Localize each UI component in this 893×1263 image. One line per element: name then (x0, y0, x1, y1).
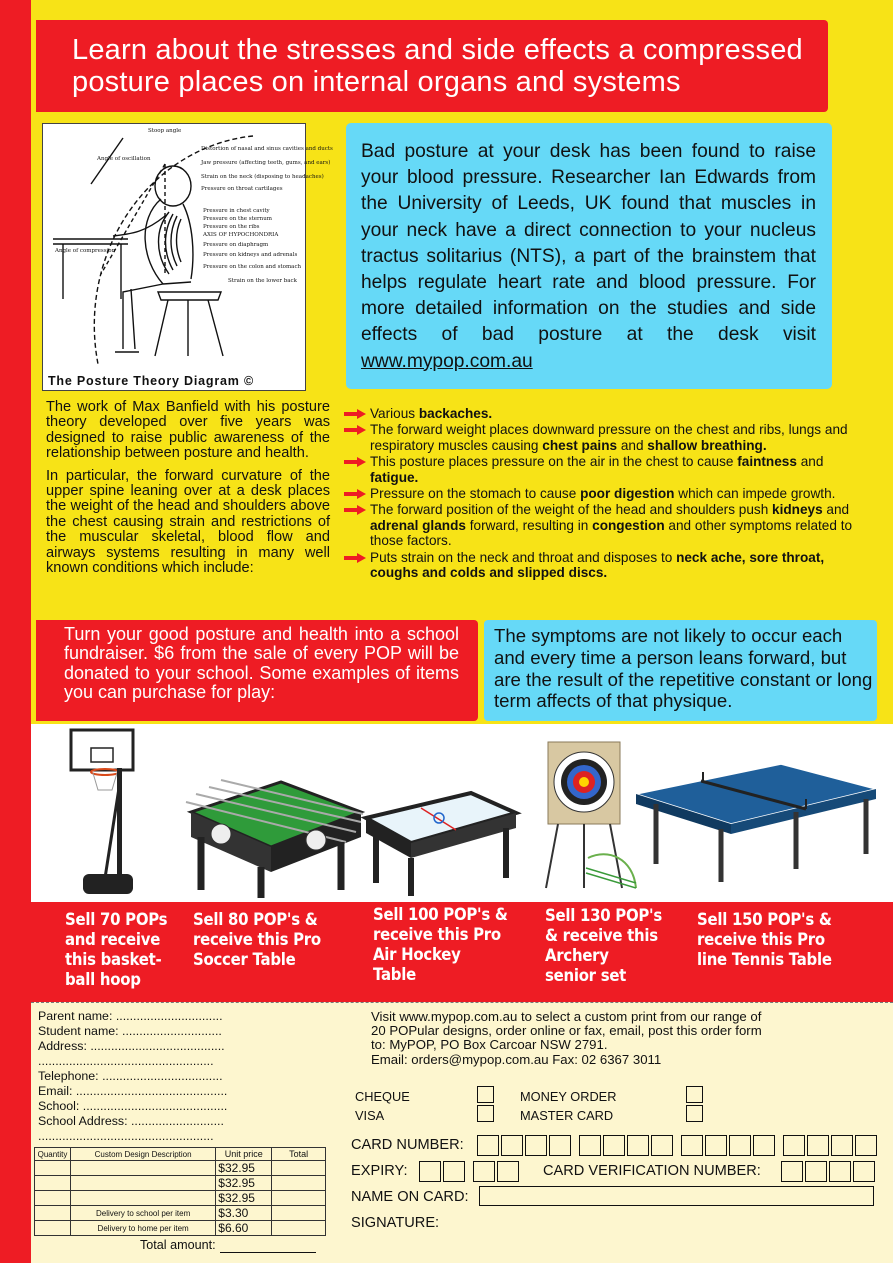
label-9: Pressure on diaphragm (203, 242, 269, 248)
bullet-bold: kidneys (772, 502, 823, 518)
card-number-label: CARD NUMBER: (351, 1137, 464, 1153)
bullet-bold: faintness (737, 454, 797, 470)
basketball-hoop-image (65, 728, 145, 898)
name-on-card-field[interactable] (479, 1186, 874, 1206)
order-table (34, 1147, 326, 1236)
bullet-bold: congestion (592, 517, 665, 533)
reward-air-hockey-table (373, 905, 508, 985)
red-arrow-icon (344, 553, 366, 563)
reward-line: Air Hockey (373, 945, 461, 964)
bullet-text: Puts strain on the neck and throat and disposes to (370, 549, 677, 565)
blood-pressure-text (361, 139, 816, 375)
digit-box[interactable] (419, 1161, 441, 1182)
digit-box[interactable] (805, 1161, 827, 1182)
table-tennis-table-image (631, 754, 881, 884)
label-8: AXIS OF HYPOCHONDRIA (203, 232, 279, 238)
list-item (344, 486, 856, 501)
reward-line: Sell 100 POP's & (373, 905, 508, 924)
table-header-row (35, 1148, 326, 1161)
label-10: Pressure on kidneys and adrenals (203, 252, 298, 258)
label-6: Pressure on the sternum (203, 216, 272, 222)
parent-name-field[interactable]: Parent name: ............................... (38, 1009, 223, 1023)
card-number-field[interactable] (477, 1135, 879, 1156)
digit-box[interactable] (829, 1161, 851, 1182)
conditions-list (344, 406, 856, 581)
column-header: Custom Design Description (70, 1148, 215, 1161)
reward-line: receive this Pro (193, 930, 321, 949)
unit-price: $3.30 (216, 1206, 272, 1221)
diagram-caption: The Posture Theory Diagram © (48, 374, 254, 388)
instructions-line: 20 POPular designs, order online or fax, email, post this order form (371, 1023, 762, 1039)
bullet-bold: neck ache, sore throat, coughs and colds and slipped discs. (370, 549, 825, 581)
table-row[interactable] (35, 1176, 326, 1191)
digit-box[interactable] (753, 1135, 775, 1156)
air-hockey-table-image (361, 788, 521, 898)
reward-line: Sell 130 POP's (545, 906, 662, 925)
total-amount (140, 1238, 316, 1253)
digit-box[interactable] (443, 1161, 465, 1182)
digit-box[interactable] (501, 1135, 523, 1156)
red-arrow-icon (344, 425, 366, 435)
digit-box[interactable] (853, 1161, 875, 1182)
reward-archery-set (545, 906, 662, 986)
address-field[interactable]: Address: ....................................... (38, 1039, 225, 1053)
list-item (344, 454, 856, 485)
digit-box[interactable] (831, 1135, 853, 1156)
card-verification-field[interactable] (781, 1161, 877, 1182)
name-on-card-label: NAME ON CARD: (351, 1189, 469, 1205)
label-11: Pressure on the colon and stomach (203, 264, 302, 270)
unit-price: $32.95 (216, 1176, 272, 1191)
expiry-label: EXPIRY: (351, 1163, 408, 1179)
label-1: Distortion of nasal and sinus cavities and ducts (201, 146, 333, 152)
header-title-line2: posture places on internal organs and systems (72, 66, 681, 98)
reward-line: Table (373, 965, 416, 984)
list-item (344, 502, 856, 548)
bullet-bold: chest pains (542, 437, 618, 453)
total-amount-label: Total amount: (140, 1238, 216, 1252)
school-address-field-line2[interactable]: ................................................... (38, 1129, 214, 1143)
list-item (344, 550, 856, 581)
digit-box[interactable] (603, 1135, 625, 1156)
reward-line: line Tennis Table (697, 950, 832, 969)
bullet-text: and (796, 454, 824, 470)
email-field[interactable]: Email: ............................................ (38, 1084, 228, 1098)
bullet-text: and other symptoms related to those factors. (370, 517, 853, 549)
bullet-bold: fatigue. (370, 469, 419, 485)
left-red-strip (0, 0, 31, 1263)
table-row[interactable] (35, 1221, 326, 1236)
bullet-text: Pressure on the stomach to cause (370, 486, 581, 502)
school-address-field[interactable]: School Address: ........................... (38, 1114, 224, 1128)
label-2: Jaw pressure (affecting teeth, gums, and ears) (201, 160, 331, 166)
symptoms-text: The symptoms are not likely to occur each and every time a person leans forward, but are the result of the repetitive constant or long term affects of that physique. (494, 625, 873, 712)
instructions-line: Email: orders@mypop.com.au Fax: 02 6367 3011 (371, 1051, 662, 1067)
visa-checkbox[interactable] (477, 1105, 494, 1122)
visa-label: VISA (355, 1108, 385, 1123)
reward-line: receive this Pro (373, 925, 501, 944)
bullet-text: Various (370, 406, 419, 421)
digit-box[interactable] (729, 1135, 751, 1156)
unit-price: $32.95 (216, 1161, 272, 1176)
red-arrow-icon (344, 505, 366, 515)
digit-box[interactable] (705, 1135, 727, 1156)
reward-soccer-table (193, 910, 321, 970)
row-description (70, 1176, 215, 1191)
unit-price: $6.60 (216, 1221, 272, 1236)
bullet-text: forward, resulting in (465, 517, 593, 533)
digit-box[interactable] (681, 1135, 703, 1156)
digit-box[interactable] (549, 1135, 571, 1156)
reward-line: Sell 150 POP's & (697, 910, 832, 929)
signature-label: SIGNATURE: (351, 1215, 440, 1231)
student-name-field[interactable]: Student name: ............................. (38, 1024, 222, 1038)
fundraiser-text: Turn your good posture and health into a school fundraiser. $6 from the sale of every POP will be donated to your school. Some examples of items you can purchase for play: (64, 624, 459, 703)
label-3: Strain on the neck (disposing to headaches) (201, 174, 324, 180)
digit-box[interactable] (651, 1135, 673, 1156)
products-band (31, 724, 893, 902)
bullet-bold: shallow breathing. (647, 437, 767, 453)
column-header: Unit price (216, 1148, 272, 1161)
reward-line: & receive this (545, 926, 658, 945)
master-card-checkbox[interactable] (686, 1105, 703, 1122)
row-description: Delivery to home per item (70, 1221, 215, 1236)
rewards-band (31, 902, 893, 1002)
ordering-instructions (371, 1010, 831, 1067)
reward-line: Archery (545, 946, 609, 965)
reward-line: senior set (545, 966, 627, 985)
reward-line: and receive (65, 930, 161, 949)
posture-diagram (42, 123, 333, 391)
archery-set-image (538, 738, 638, 900)
digit-box[interactable] (855, 1135, 877, 1156)
label-stoop: Stoop angle (148, 128, 182, 134)
unit-price: $32.95 (216, 1191, 272, 1206)
label-oscillation: Angle of oscillation (97, 156, 151, 162)
expiry-field[interactable] (419, 1161, 521, 1182)
red-arrow-icon (344, 489, 366, 499)
table-row[interactable] (35, 1191, 326, 1206)
table-row[interactable] (35, 1206, 326, 1221)
digit-box[interactable] (783, 1135, 805, 1156)
mypop-link[interactable]: www.mypop.com.au (361, 350, 533, 372)
red-arrow-icon (344, 409, 366, 419)
soccer-table-image (181, 772, 366, 902)
posture-diagram-illustration (43, 124, 333, 390)
cheque-checkbox[interactable] (477, 1086, 494, 1103)
header-title (72, 34, 812, 98)
money-order-label: MONEY ORDER (520, 1089, 617, 1104)
reward-line: Sell 70 POPs (65, 910, 168, 929)
total-amount-field[interactable] (220, 1238, 316, 1253)
bullet-text: and (822, 502, 850, 518)
digit-box[interactable] (781, 1161, 803, 1182)
bullet-text: and (617, 437, 648, 453)
cheque-label: CHEQUE (355, 1089, 410, 1104)
header-title-line1: Learn about the stresses and side effects a compressed (72, 34, 803, 66)
school-field[interactable]: School: .......................................... (38, 1099, 228, 1113)
card-verification-label: CARD VERIFICATION NUMBER: (543, 1163, 761, 1179)
label-5: Pressure in chest cavity (203, 208, 270, 214)
digit-box[interactable] (627, 1135, 649, 1156)
column-header: Total (272, 1148, 326, 1161)
master-card-label: MASTER CARD (520, 1108, 614, 1123)
bullet-bold: backaches. (418, 406, 493, 421)
row-description: Delivery to school per item (70, 1206, 215, 1221)
reward-line: Soccer Table (193, 950, 296, 969)
row-description (70, 1161, 215, 1176)
digit-box[interactable] (525, 1135, 547, 1156)
posture-theory-text (46, 400, 330, 583)
order-form-divider (31, 1002, 893, 1004)
reward-table-tennis (697, 910, 832, 970)
money-order-checkbox[interactable] (686, 1086, 703, 1103)
bullet-text: The forward position of the weight of the head and shoulders push (370, 502, 773, 518)
red-arrow-icon (344, 457, 366, 467)
reward-line: Sell 80 POP's & (193, 910, 318, 929)
digit-box[interactable] (579, 1135, 601, 1156)
instructions-line: Visit www.mypop.com.au to select a custom print from our range of (371, 1009, 762, 1024)
bullet-bold: poor digestion (580, 486, 675, 502)
address-field-line2[interactable]: ................................................... (38, 1054, 214, 1068)
table-row[interactable] (35, 1161, 326, 1176)
reward-line: ball hoop (65, 970, 141, 989)
bullet-text: This posture places pressure on the air in the chest to cause (370, 454, 738, 470)
row-description (70, 1191, 215, 1206)
posture-theory-paragraph-1: The work of Max Banfield with his posture theory developed over five years was designed to raise public awareness of the relationship between posture and health. (46, 399, 330, 462)
digit-box[interactable] (807, 1135, 829, 1156)
label-4: Pressure on throat cartilages (201, 186, 283, 192)
list-item (344, 422, 856, 453)
reward-basketball-hoop (65, 910, 167, 990)
label-12: Strain on the lower back (228, 278, 297, 284)
digit-box[interactable] (477, 1135, 499, 1156)
posture-theory-paragraph-2: In particular, the forward curvature of the upper spine leaning over at a desk places the weight of the head and shoulders above the chest causing strain and restrictions of the muscular skeletal, blood flow and airways systems resulting in many well known conditions which include: (46, 467, 330, 577)
digit-box[interactable] (473, 1161, 495, 1182)
label-compression: Angle of compression (55, 248, 116, 254)
column-header: Quantity (35, 1148, 71, 1161)
blood-pressure-paragraph: Bad posture at your desk has been found to raise your blood pressure. Researcher Ian Edwards from the University of Leeds, UK found that muscles in your neck have a direct connection to your nucleus tractus solitarius (NTS), a part of the brainstem that helps regulate heart rate and blood pressure. For more detailed information on the studies and side effects of bad posture at the desk visit (361, 141, 816, 346)
bullet-text: which can impede growth. (674, 486, 836, 502)
label-7: Pressure on the ribs (203, 224, 260, 230)
digit-box[interactable] (497, 1161, 519, 1182)
list-item (344, 406, 856, 421)
bullet-bold: adrenal glands (370, 517, 466, 533)
reward-line: receive this Pro (697, 930, 825, 949)
bullet-text: The forward weight places downward pressure on the chest and ribs, lungs and respiratory muscles causing (370, 422, 848, 453)
reward-line: this basket- (65, 950, 162, 969)
telephone-field[interactable]: Telephone: ................................... (38, 1069, 223, 1083)
instructions-line: to: MyPOP, PO Box Carcoar NSW 2791. (371, 1037, 608, 1053)
